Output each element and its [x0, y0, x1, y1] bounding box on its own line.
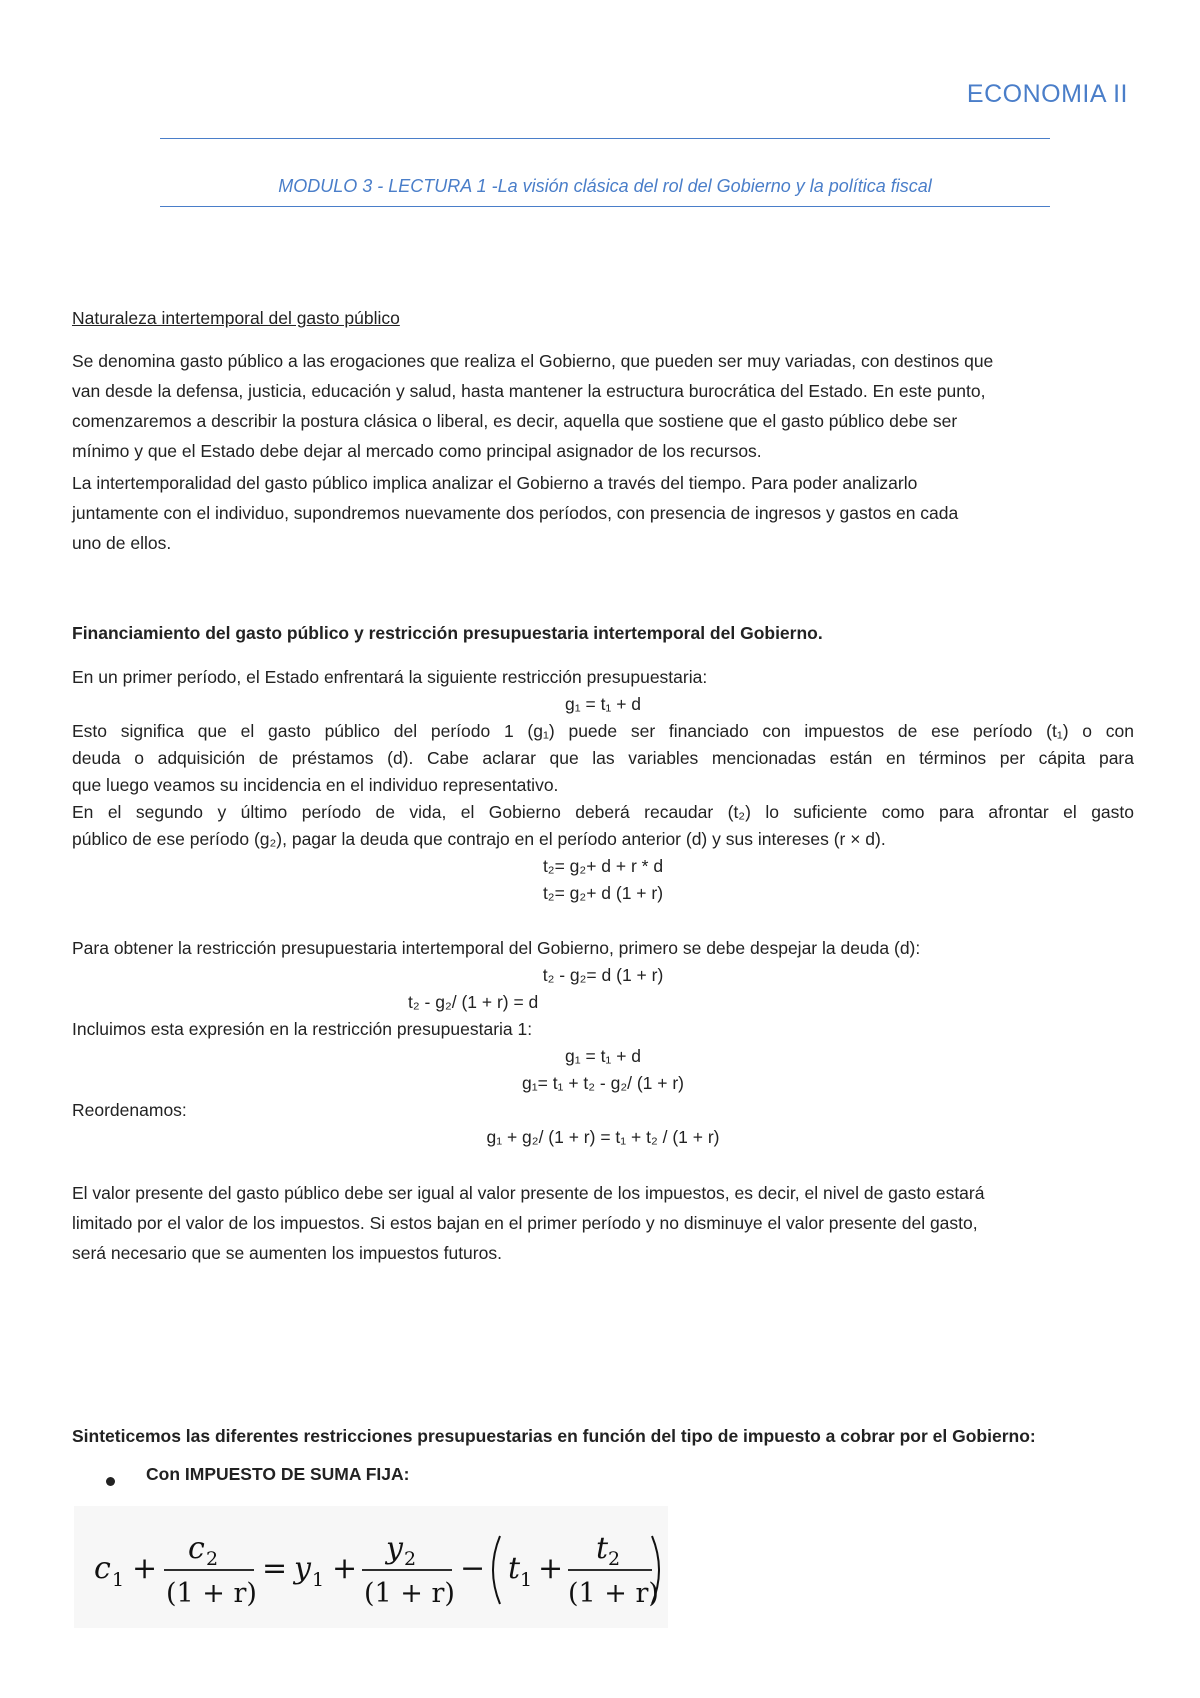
- section-title-financing: Financiamiento del gasto público y restricción presupuestaria intertemporal del Gobierno.: [72, 623, 823, 643]
- formula-denominator: (1 + r): [568, 1578, 659, 1609]
- formula-sub: 1: [520, 1569, 533, 1591]
- formula-denominator: (1 + r): [364, 1578, 455, 1609]
- formula-sub: 2: [206, 1548, 219, 1570]
- formula-plus: +: [538, 1551, 564, 1586]
- text-line: Esto significa que el gasto público del período 1 (g₁) puede ser financiado con impuestos de ese período (t₁) o con: [72, 721, 1134, 741]
- text-line: comenzaremos a describir la postura clásica o liberal, es decir, aquella que sostiene que el gasto público debe ser: [72, 411, 958, 431]
- header-rule-top: [160, 138, 1050, 139]
- text-line-intro: En un primer período, el Estado enfrentará la siguiente restricción presupuestaria:: [72, 667, 708, 687]
- text-line: mínimo y que el Estado debe dejar al mercado como principal asignador de los recursos.: [72, 441, 762, 461]
- text-line: juntamente con el individuo, supondremos nuevamente dos períodos, con presencia de ingresos y gastos en cada: [72, 503, 959, 523]
- text-line: será necesario que se aumenten los impuestos futuros.: [72, 1243, 502, 1263]
- left-paren-icon: [493, 1536, 500, 1604]
- text-line: público de ese período (g₂), pagar la deuda que contrajo en el período anterior (d) y sus intereses (r × d).: [72, 829, 886, 849]
- formula-c: c: [188, 1531, 205, 1566]
- formula-plus: +: [332, 1551, 358, 1586]
- equation-8: g₁ + g₂/ (1 + r) = t₁ + t₂ / (1 + r): [486, 1127, 720, 1147]
- bullet-dot: [106, 1477, 115, 1486]
- text-line: La intertemporalidad del gasto público implica analizar el Gobierno a través del tiempo. Para poder analizarlo: [72, 473, 918, 493]
- equation-2: t₂= g₂+ d + r * d: [542, 856, 664, 876]
- formula-sub: 2: [608, 1548, 621, 1570]
- paragraph-definition: [72, 346, 1134, 466]
- formula-lump-sum: [90, 1518, 660, 1618]
- paragraph-intertemporality: [72, 468, 1134, 558]
- text-line: Se denomina gasto público a las erogaciones que realiza el Gobierno, que pueden ser muy variadas, con destinos que: [72, 351, 994, 371]
- equation-4: t₂ - g₂= d (1 + r): [542, 965, 664, 985]
- text-line: uno de ellos.: [72, 533, 172, 553]
- header-rule-bottom: [160, 206, 1050, 207]
- formula-sub: 1: [112, 1569, 125, 1591]
- text-line: deuda o adquisición de préstamos (d). Cabe aclarar que las variables mencionadas están en términos per cápita para: [72, 748, 1134, 768]
- equation-3: t₂= g₂+ d (1 + r): [542, 883, 664, 903]
- formula-denominator: (1 + r): [166, 1578, 257, 1609]
- text-line-include: Incluimos esta expresión en la restricción presupuestaria 1:: [72, 1019, 533, 1039]
- equation-6: g₁ = t₁ + d: [564, 1046, 642, 1066]
- formula-t: t: [596, 1531, 609, 1566]
- section-title-summary: Sinteticemos las diferentes restricciones presupuestarias en función del tipo de impuesto a cobrar por el Gobierno:: [72, 1426, 1036, 1446]
- text-line: limitado por el valor de los impuestos. Si estos bajan en el primer período y no disminuye el valor presente del gasto,: [72, 1213, 978, 1233]
- formula-t: t: [508, 1551, 521, 1586]
- module-title: MODULO 3 - LECTURA 1 -La visión clásica del rol del Gobierno y la política fiscal: [278, 176, 932, 196]
- course-brand: ECONOMIA II: [966, 80, 1128, 108]
- text-line-debt: Para obtener la restricción presupuestaria intertemporal del Gobierno, primero se debe despejar la deuda (d):: [72, 938, 921, 958]
- text-line: que luego veamos su incidencia en el individuo representativo.: [72, 775, 559, 795]
- section-title-intertemporal: Naturaleza intertemporal del gasto público: [72, 308, 400, 328]
- equation-5: t₂ - g₂/ (1 + r) = d: [408, 992, 539, 1012]
- paragraph-conclusion: [72, 1178, 1134, 1268]
- text-line: El valor presente del gasto público debe ser igual al valor presente de los impuestos, es decir, el nivel de gasto estará: [72, 1183, 985, 1203]
- formula-equals: =: [262, 1551, 288, 1586]
- formula-minus: −: [460, 1551, 486, 1586]
- equation-7: g₁= t₁ + t₂ - g₂/ (1 + r): [521, 1073, 685, 1093]
- formula-c: c: [94, 1551, 111, 1586]
- text-line: En el segundo y último período de vida, el Gobierno deberá recaudar (t₂) lo suficiente como para afrontar el gasto: [72, 802, 1134, 822]
- formula-sub: 1: [312, 1569, 325, 1591]
- formula-y: y: [294, 1551, 311, 1586]
- bullet-lump-sum-tax: Con IMPUESTO DE SUMA FIJA:: [146, 1464, 410, 1484]
- equation-1: g₁ = t₁ + d: [564, 694, 642, 714]
- text-line: van desde la defensa, justicia, educación y salud, hasta mantener la estructura burocrática del Estado. En este punto,: [72, 381, 986, 401]
- text-line-reorder: Reordenamos:: [72, 1100, 187, 1120]
- formula-y: y: [386, 1531, 403, 1566]
- formula-plus: +: [132, 1551, 158, 1586]
- formula-sub: 2: [404, 1548, 417, 1570]
